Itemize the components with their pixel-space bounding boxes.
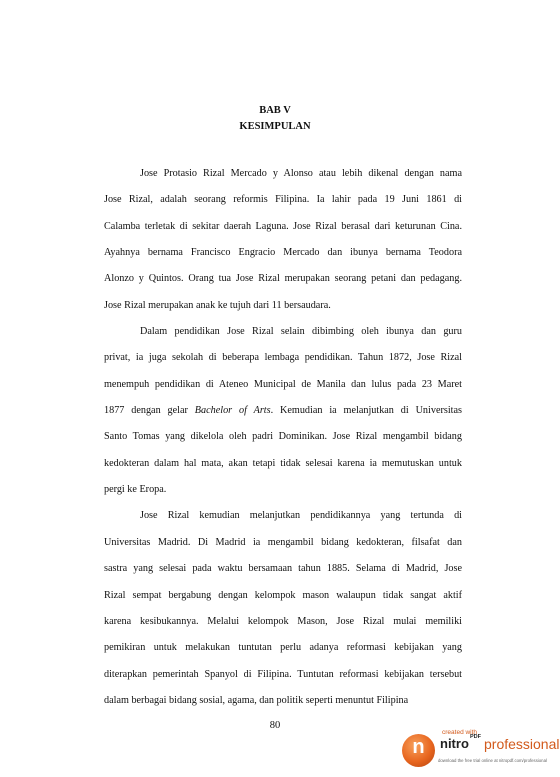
chapter-label: BAB V — [259, 105, 291, 116]
paragraph — [104, 503, 462, 714]
text-line: Dalam pendidikan Jose Rizal selain dibimbing oleh ibunya dan guru — [140, 326, 462, 338]
text-line: dalam berbagai bidang sosial, agama, dan politik seperti menuntut Filipina — [104, 694, 409, 706]
paragraph — [104, 161, 462, 319]
text-line: Ayahnya bernama Francisco Engracio Mercado dan ibunya bernama Teodora — [104, 247, 462, 259]
text-line: pemikiran untuk melakukan tuntutan perlu adanya reformasi kebijakan yang — [104, 642, 462, 654]
text-line: pergi ke Eropa. — [104, 484, 167, 496]
text-line: Jose Protasio Rizal Mercado y Alonso atau lebih dikenal dengan nama — [140, 168, 462, 179]
text-line: Santo Tomas yang dikelola oleh padri Dominikan. Jose Rizal mengambil bidang — [104, 431, 462, 443]
page-number: 80 — [269, 720, 281, 731]
text-line: Rizal sempat bergabung dengan kelompok mason walaupun tidak sangat aktif — [104, 589, 462, 601]
text-line: Jose Rizal kemudian melanjutkan pendidikannya yang tertunda di — [140, 510, 462, 522]
watermark-created-with: created with — [442, 729, 478, 736]
watermark-edition: professional — [484, 736, 560, 752]
watermark-trial: download the free trial online at nitropdf.com/professional — [438, 758, 547, 763]
watermark-pdf: PDF — [470, 734, 481, 740]
paragraph — [104, 319, 462, 503]
text-line: privat, ia juga sekolah di beberapa lembaga pendidikan. Tahun 1872, Jose Rizal — [104, 352, 462, 364]
text-line: Jose Rizal, adalah seorang reformis Filipina. Ia lahir pada 19 Juni 1861 di — [104, 194, 462, 206]
text-line: Jose Rizal merupakan anak ke tujuh dari 11 bersaudara. — [104, 299, 331, 311]
chapter-title: KESIMPULAN — [239, 121, 311, 132]
text-line: kedokteran dalam hal mata, akan tetapi tidak selesai karena ia memutuskan untuk — [104, 457, 462, 469]
watermark-brand: nitro — [440, 736, 469, 751]
text-line: menempuh pendidikan di Ateneo Municipal de Manila dan lulus pada 23 Maret — [104, 378, 462, 390]
text-line: Alonzo y Quintos. Orang tua Jose Rizal merupakan seorang petani dan pedagang. — [104, 273, 462, 285]
nitro-watermark: n created with nitro PDF professional download the free trial online at nitropdf.com/professional — [400, 727, 550, 775]
text-line: Universitas Madrid. Di Madrid ia mengambil bidang kedokteran, filsafat dan — [104, 536, 462, 548]
text-line: diterapkan pemerintah Spanyol di Filipina. Tuntutan reformasi kebijakan tersebut — [104, 668, 462, 680]
text-line: karena kesibukannya. Melalui kelompok Mason, Jose Rizal mulai memiliki — [104, 615, 462, 627]
body-text — [104, 161, 462, 714]
text-line: Calamba terletak di sekitar daerah Laguna. Jose Rizal berasal dari keturunan Cina. — [104, 220, 462, 232]
text-line: sastra yang selesai pada waktu bersamaan tahun 1885. Selama di Madrid, Jose — [104, 563, 462, 575]
text-line: 1877 dengan gelar Bachelor of Arts. Kemudian ia melanjutkan di Universitas — [104, 405, 462, 417]
